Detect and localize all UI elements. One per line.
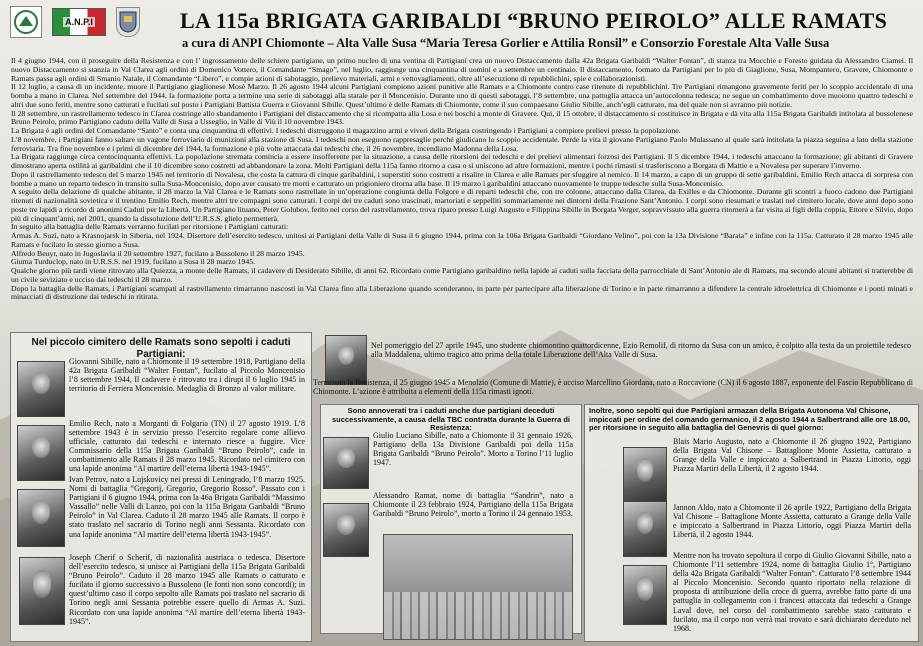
paragraph: Dopo il rastrellamento tedesco del 5 marzo 1945 nel territorio di Novalesa, che costa la cattura di cinque garibaldini, i superstiti sono costretti a risalire in Clarea e alle Ramats per sfuggire al nemico. Il 14 marzo, a capo di un gruppo di sette garibaldini, Emilio Rech attacca di sorpresa con bombe a mano un reparto tedesco in transito sulla Susa-Moncenisio, dopo aver causato tre morti e catturato un prigioniero ritorna alla base. Il 19 marzo i garibaldini attaccano nuovamente le truppe tedesche sulla Susa-Moncenisio.	[11, 169, 913, 188]
portrait-ivan-petrov	[17, 489, 65, 547]
paragraph: A seguito della delazione di qualche abitante, il 28 marzo la Val Clarea e le Ramats sono rastrellate in un’operazione congiunta della Folgore e di reparti tedeschi che, con tre colonne, attaccano dalla Clarea, da Exilles e da Chiomonte. Durante gli scontri a fuoco cadono due Partigiani ritenuti di nazionalità sovietica e il trentino Emilio Rech, mentre altri tre compagni sono catturati. I corpi dei tre caduti sono trascinati, martoriati e seppelliti sommariamente nei dintorni della Frazione Sant’Antonio. I corpi sono riesumati e traslati nel cimitero locale, dove anni dopo sono poste tre lapidi a ricordo di anonimi Caduti per la Libertà. Un Partigiano lituano, Peter Golubov, ferito nel corso del rastrellamento, trova riparo presso Luigi Augusto e Filippina Sibille in Borgata Verger, sopravvissuto alla guerra ritornerà a far visita ai figli della coppia, Ettore e Silvio, dopo più di cinquant’anni, nel 2001, quando la dissoluzione dell’U.R.S.S. glielo permetterà.	[11, 187, 913, 223]
header	[0, 0, 923, 58]
paragraph: In seguito alla battaglia delle Ramats verranno fucilati per ritorsione i Partigiani catturati:	[11, 222, 289, 232]
portrait-blais-mario-augusto	[623, 447, 667, 505]
entry-giovanni-sibille: Giovanni Sibille, nato a Chiomonte il 19 settembre 1918, Partigiano della 42a Brigata Garibaldi “Walter Fontan”, fucilato al Piccolo Moncenisio l’8 settembre 1944, Il cadavere è ritrovato tra i dirupi il 6 luglio 1945 in territorio di Ferriera Moncenisio. Medaglia di Bronzo al valor militare.	[69, 357, 305, 394]
entry-alessandro-ramat: Alessandro Ramat, nome di battaglia “Sandrin”, nato a Chiomonte il 23 febbraio 1924, Partigiano della 115a Brigata Garibaldi “Bruno Peirolo”, morto a Torino il 24 gennaio 1953.	[373, 491, 573, 519]
paragraph: Il 12 luglio, a causa di un incidente, muore il Partigiano giaglionese Mosè Marzo. Il 26 agosto 1944 alcuni Partigiani compiono azioni punitive alle Ramats e a Chiomonte contro case ritenute di repubblichini. Tre Partigiani rimangono gravemente feriti per lo scoppio accidentale di una bomba a mano in Clarea. Nel settembre del 1944, la formazione porta a termine una serie di sabotaggi alla statale per il Moncenisio. Durante uno di questi sabotaggi, l’8 settembre, una pattuglia attacca un’autocolonna tedesca; ne segue un combattimento dove muoiono quattro tedeschi e altri due sono feriti, mentre sono catturati e fucilati sul posto i Partigiani Battista Guerra e Giovanni Sibille. Quest’ultimo è delle Ramats di Chiomonte, come il suo compaesano Giulio Sibille, anch’egli catturato, ma del quale non si avranno più notizie.	[11, 82, 913, 109]
logos	[10, 6, 140, 38]
salbertrand-box-title: Inoltre, sono sepolti qui due Partigiani armazan della Brigata Autonoma Val Chisone, impiccati per ordine del comando germanico, il 2 agosto 1944 a Salbertrand alle ore 18.00, per ritorsione in seguito alla battaglia del Genevris di quel giorno:	[589, 406, 910, 432]
page-title: LA 115a BRIGATA GARIBALDI “BRUNO PEIROLO” ALLE RAMATS	[180, 8, 888, 33]
entry-marcellino-giordana: Terminata la Resistenza, il 25 giugno 1945 a Menolzio (Comune di Mattie), è ucciso Marcellino Giordana, nato a Roccavione (CN) il 6 agosto 1887, esponente del Fascio Repubblicano di Chiomonte. L’azione è attribuita a elementi della 115a rimasti ignoti.	[313, 378, 913, 397]
anpi-logo: A.N.P.I	[52, 8, 106, 36]
entry-giulio-luciano-sibille: Giulio Luciano Sibille, nato a Chiomonte il 31 gennaio 1926, Partigiano della 13a Divisione Garibaldi poi della 115a Brigata Garibaldi “Bruno Peirolo”. Morto a Torino l’11 luglio 1947.	[373, 431, 573, 468]
portrait-giulio-giovanni-sibille	[623, 565, 667, 625]
consorzio-logo	[10, 6, 42, 38]
paragraph: Armas A. Suzi, nato a Krasnojarsk in Siberia, nel 1924. Disertore dell’esercito tedesco, unitosi ai Partigiani della Valle di Susa il 6 giugno 1944, prima con la 106a Brigata Garibaldi “Giordano Velino”, poi con la 13a Divisione “Barata” e infine con la 115a. Catturato il 28 marzo 1945 alle Ramats e fucilato lo stesso giorno a Susa.	[11, 231, 913, 249]
entry-jannon-aldo: Jannon Aldo, nato a Chiomonte il 26 aprile 1922, Partigiano della Brigata Val Chisone – Battaglione Monte Assietta, catturato a Grange della Valle e impiccato a Salbertrand in Piazza Littorio, oggi Piazza Martiri della Libertà, il 2 agosto 1944.	[673, 503, 911, 540]
paragraph: Giuma Turduclop, nato in U.R.S.S. nel 1919, fucilato a Susa il 28 marzo 1945.	[11, 257, 256, 267]
paragraph: Qualche giorno più tardi viene ritrovato alla Quiezza, a monte delle Ramats, il cadavere di Desiderato Sibille, di anni 62. Ricordato come Partigiano garibaldino nella lapide ai caduti sulla facciata della parrocchiale di Sant’Antonio ale di Ramats, ma secondo alcuni abitanti si tratterebbe di un civile seviziato e ucciso dai tedeschi il 28 marzo.	[11, 266, 913, 284]
entry-giulio-giovanni-sibille: Mentre non ha trovato sepoltura il corpo di Giulio Giovanni Sibille, nato a Chiomonte l’11 settembre 1924, nome di battaglia Giulio 1°, Partigiano della 42a Brigata Garibaldi “Walter Fontan”. Catturato l’8 settembre 1944 al Piccolo Moncenisio. Secondo quanto riportato nella relazione di proposta di attribuzione della croce di guerra, avrebbe fatto parte di una pattuglia in collegamento con i francesi attaccata dai tedeschi a Grange Laval dove, nel corso del combattimento sarebbe stato catturato e fucilato, ma il corpo non verrà mai trovato e sarà dichiarato deceduto nel 1968.	[673, 551, 911, 633]
entry-emilio-rech: Emilio Rech, nato a Morganti di Folgaria (TN) il 27 agosto 1919. L’8 settembre 1943 è in servizio presso l’esercito regolare come allievo ufficiale, catturato dai tedeschi e internato riesce a fuggire. Vice Commissario della 115a Brigata Garibaldi “Bruno Peirolo”, cade in combattimento alle Ramats il 28 marzo 1945. Ricordato nel cimitero con una lapide anonima “Al martire dell’eterna libertà 1943-1945”.	[69, 419, 305, 474]
final-events-section	[313, 333, 917, 403]
entry-ivan-petrov: Ivan Petrov, nato a Lujskovicy nei pressi di Leningrado, l’8 marzo 1925. Nomi di battaglia “Gregorij, Gregorio, Gregorio Rosso”. Passato con i Partigiani il 6 giugno 1944, prima con la 46a Brigata Garibaldi “Massimo Vassallo” nelle Valli di Lanzo, poi con la 115a Brigata Garibaldi “Bruno Peirolo” in Val Clarea. Caduto il 28 marzo 1945 alle Ramats. Il corpo è stato traslato nel sacrario di Torino negli anni Sessanta. Ricordato con una lapide anonima “Al martire dell’eterna libertà 1943-1945”.	[69, 475, 305, 539]
paragraph: Il 28 settembre, un rastrellamento tedesco in Clarea costringe allo sbandamento i Partigiani del distaccamento che si ricompatta alla Losa e nei boschi a monte di Gravere. Qui, il 15 ottobre, il distaccamento si costituisce in Brigata e dà vita alla 115a Brigata Garibaldi intitolata al bussolenese Bruno Peirolo, primo Partigiano caduto della Valle di Susa a Usseglio, in Valle di Viù il 10 novembre 1943.	[11, 108, 913, 127]
entry-ezio-remolif: Nel pomeriggio del 27 aprile 1945, uno studente chiomontino quattordicenne, Ezio Remolif, di ritorno da Susa con un amico, è colpito alla testa da un proiettile tedesco alla Maddalena, ultimo tragico atto prima della totale Liberazione dell’Alta Valle di Susa.	[371, 341, 911, 360]
paragraph: La Brigata raggiunge circa centocinquanta effettivi. La popolazione stremata comincia a essere insofferente per la situazione, a causa delle ritorsioni dei tedeschi e dei prelievi alimentari forzosi dei Partigiani. Il 5 dicembre 1944, i tedeschi attaccano la formazione; gli abitanti di Gravere dimostrano aperta ostilità ai garibaldini che il 10 dicembre sono costretti ad abbandonare la zona. Molti Partigiani della 115a fanno ritorno a casa o si uniscono ad altre formazioni, mentre i pochi rimasti si trasferiscono a Borgata di Mattie e a Novalesa per superare l’inverno.	[11, 152, 913, 170]
portrait-giovanni-sibille	[17, 361, 65, 417]
portrait-emilio-rech	[17, 425, 65, 481]
portrait-joseph-cherif	[19, 557, 65, 625]
paragraph: Alfredo Beuyr, nato in Jugoslavia il 20 settembre 1927, fucilato a Bussoleno il 28 marzo 1945.	[11, 248, 305, 258]
entry-blais-mario-augusto: Blais Mario Augusto, nato a Chiomonte il 26 giugno 1922, Partigiano della Brigata Val Chisone – Battaglione Monte Assietta, catturato a Grange della Valle e impiccato a Salbertrand in Piazza Littorio, oggi Piazza Martiri della Libertà, il 2 agosto 1944.	[673, 437, 911, 474]
entry-joseph-cherif: Joseph Cherif o Scherif, di nazionalità austriaca o tedesca. Disertore dell’esercito tedesco, si unisce ai Partigiani della 115a Brigata Garibaldi “Bruno Peirolo”. Caduto il 28 marzo 1945 alle Ramats o catturato e fucilato il giorno successivo a Bussoleno (le fonti non sono concordi); in quest’ultimo caso il corpo sepolto alle Ramats poi traslato nel sacrario di Torino negli anni Sessanta potrebbe essere quello di Armas A. Suzi. Ricordato con una lapide anonima “Al martire dell’eterna libertà 1943-1945”.	[69, 553, 305, 626]
cemetery-box	[10, 332, 312, 642]
paragraph: L’8 novembre, i Partigiani fanno saltare un vagone ferroviario di munizioni alla stazione di Susa. I tedeschi non eseguono rappresaglie perché giudicano lo scoppio accidentale. Perde la vita il giovane Partigiano Paolo Mulassano al quale sarà intitolata la piazza seguina a lato della stazione ferroviaria. Tra fine novembre e i primi di dicembre del 1944, la formazione è più volte attaccata dai tedeschi che, il 26 novembre, incendiano Madonna della Losa.	[11, 134, 913, 153]
tbc-box-title: Sono annoverati tra i caduti anche due partigiani deceduti successivamente, a causa della TBC contratta durante la Guerra di Resistenza:	[331, 406, 570, 432]
main-text	[11, 57, 913, 302]
paragraph: Dopo la battaglia delle Ramats, i Partigiani scampati al rastrellamento rimarranno nascosti in Val Clarea fino alla Liberazione quando scenderanno, in parte per partecipare alla liberazione di Torino e in parte rimarranno a difendere la centrale idroelettrica di Chiomonte e i ponti minati e minacciati di distruzione dai tedeschi in ritirata.	[11, 283, 913, 302]
salbertrand-box	[584, 404, 919, 642]
portrait-alessandro-ramat	[323, 503, 369, 557]
page-subtitle: a cura di ANPI Chiomonte – Alta Valle Susa “Maria Teresa Gorlier e Attilia Ronsil” e Consorzio Forestale Alta Valle Susa	[182, 36, 830, 50]
cemetery-box-title: Nel piccolo cimitero delle Ramats sono sepolti i caduti Partigiani:	[31, 337, 291, 360]
paragraph: Il 4 giugno 1944, con il proseguire della Resistenza e con l’ ingrossamento delle schiere partigiane, un primo nucleo di una ventina di Partigiani crea un nuovo Distaccamento dalla 42a Brigata Garibaldi “Walter Fontan”, di stanza tra Mocchie e Foresto guidata da Alessandro Ciamei. Il nuovo Distaccamento si stanzia in Val Clarea agli ordini di Domenico Vottero, il Comandante “Smago”, nel luglio, raggiunge una cinquantina di uomini e a settembre un centinaio. Il distaccamento, formato da Partigiani per lo più di Giaglione, Susa, Mompantero, Gravere, Chiomonte e Ramats passa agli ordini di Smanio Natale, il Comandante “Libero”, e compie azioni di sabotaggio, prelievo materiali, armi e vettovagliamenti, oltre all’esecuzione di repubblichini, spie e collaborazionisti.	[11, 56, 913, 83]
paragraph: La Brigata è agli ordini del Comandante “Santo” e conta una cinquantina di effettivi. I tedeschi distruggono il magazzino armi e viveri della Brigata costringendo i Partigiani a compiere prelievi presso la popolazione.	[11, 126, 681, 135]
village-photo	[383, 534, 573, 640]
portrait-giulio-luciano-sibille	[323, 437, 369, 489]
portrait-jannon-aldo	[623, 501, 667, 557]
chiomonte-crest-icon	[116, 7, 140, 37]
